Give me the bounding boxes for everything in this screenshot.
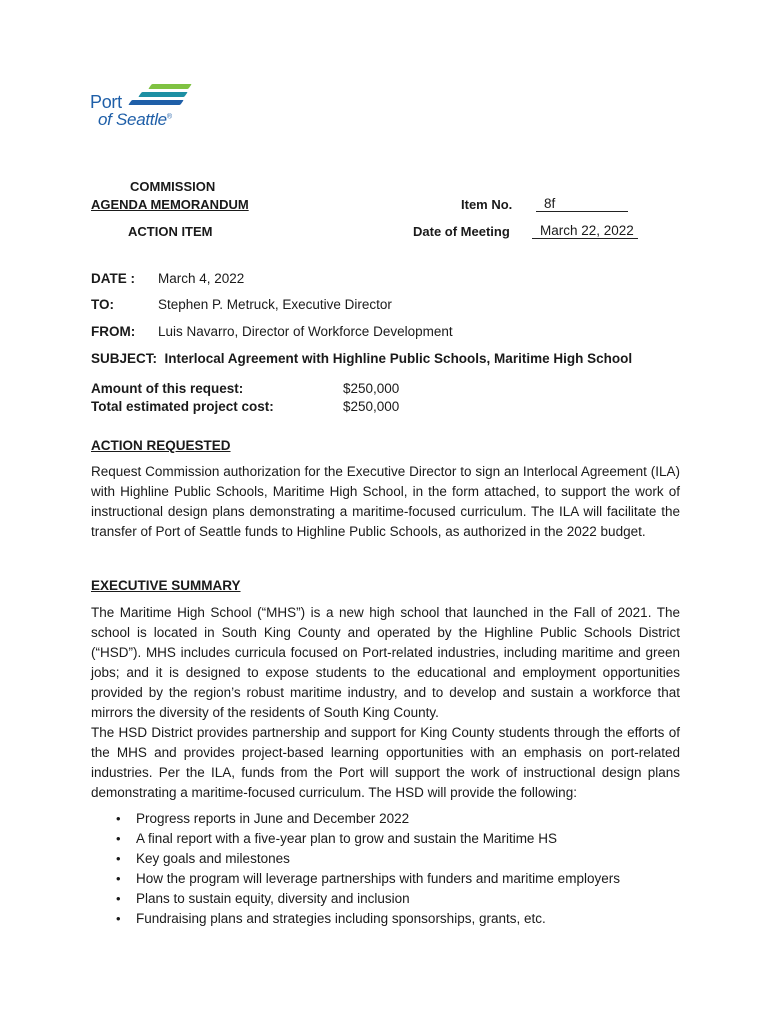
amount-label: Amount of this request: (91, 381, 244, 396)
executive-summary-heading: EXECUTIVE SUMMARY (91, 578, 241, 593)
logo-stripe-teal (138, 92, 188, 97)
list-item: • A final report with a five-year plan to grow and sustain the Maritime HS (112, 829, 682, 849)
logo-stripe-green (148, 84, 192, 89)
memo-title-line1: COMMISSION (130, 179, 216, 194)
to-value: Stephen P. Metruck, Executive Director (158, 297, 392, 312)
logo-text-port: Port (90, 92, 122, 112)
date-of-meeting-label: Date of Meeting (413, 224, 510, 239)
logo-stripe-blue (128, 100, 184, 105)
memo-title-line2: AGENDA MEMORANDUM (91, 197, 249, 212)
date-label: DATE : (91, 271, 135, 286)
item-no-value: 8f (536, 196, 628, 212)
list-item: • Fundraising plans and strategies including sponsorships, grants, etc. (112, 909, 682, 929)
list-item: • Progress reports in June and December 2022 (112, 809, 682, 829)
action-requested-heading: ACTION REQUESTED (91, 438, 231, 453)
executive-summary-para1: The Maritime High School (“MHS”) is a new high school that launched in the Fall of 2021. The school is located in South King County and operated by the Highline Public Schools District (“HSD”). MHS includes curricula focused on Port-related industries, including maritime and green jobs; and it is designed to expose students to the educational and employment opportunities provided by the region’s robust maritime industry, and to develop and sustain a workforce that mirrors the diversity of the residents of South King County. (91, 605, 680, 720)
from-value: Luis Navarro, Director of Workforce Development (158, 324, 453, 339)
logo-text-seattle: of Seattle® (98, 110, 172, 129)
date-of-meeting-value: March 22, 2022 (532, 223, 638, 239)
date-value: March 4, 2022 (158, 271, 245, 286)
list-item: • Key goals and milestones (112, 849, 682, 869)
action-requested-text: Request Commission authorization for the Executive Director to sign an Interlocal Agreement (ILA) with Highline Public Schools, Maritime High School, in the form attached, to support the work of instructional design plans demonstrating a maritime-focused curriculum. The ILA will facilitate the transfer of Port of Seattle funds to Highline Public Schools, as authorized in the 2022 budget. (91, 464, 680, 539)
list-item: • How the program will leverage partnerships with funders and maritime employers (112, 869, 682, 889)
executive-summary-para2: The HSD District provides partnership and support for King County students through the efforts of the MHS and provides project-based learning opportunities with an emphasis on port-related industries. Per the ILA, funds from the Port will support the work of instructional design plans demonstrating a maritime-focused curriculum. The HSD will provide the following: (91, 725, 680, 800)
list-item: • Plans to sustain equity, diversity and inclusion (112, 889, 682, 909)
total-cost-label: Total estimated project cost: (91, 399, 274, 414)
to-label: TO: (91, 297, 114, 312)
item-no-label: Item No. (461, 197, 513, 212)
action-item-label: ACTION ITEM (128, 224, 213, 239)
amount-value: $250,000 (343, 381, 400, 396)
port-of-seattle-logo (88, 80, 198, 132)
from-label: FROM: (91, 324, 136, 339)
subject-line: SUBJECT: Interlocal Agreement with Highline Public Schools, Maritime High School (91, 351, 633, 366)
deliverables-list (112, 809, 682, 929)
total-cost-value: $250,000 (343, 399, 400, 414)
